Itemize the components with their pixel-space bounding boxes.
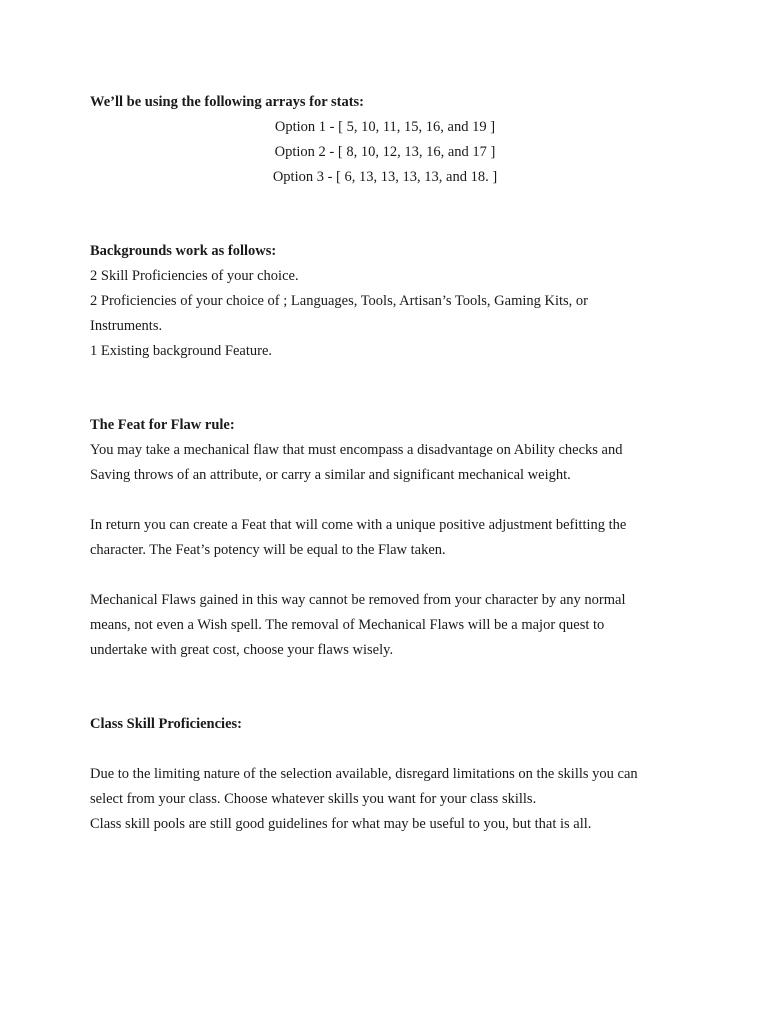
class-skills-line: Class skill pools are still good guidelines for what may be useful to you, but that is all. — [90, 816, 592, 832]
class-skills-line: select from your class. Choose whatever skills you want for your class skills. — [90, 791, 537, 807]
backgrounds-line: 2 Skill Proficiencies of your choice. — [90, 268, 299, 284]
class-skills-section — [90, 712, 680, 837]
backgrounds-line: Instruments. — [90, 318, 163, 334]
spacer — [90, 488, 680, 513]
stats-option-3: Option 3 - [ 6, 13, 13, 13, 13, and 18. ] — [272, 169, 498, 185]
feat-for-flaw-heading: The Feat for Flaw rule: — [90, 417, 235, 433]
spacer — [90, 190, 680, 239]
backgrounds-heading: Backgrounds work as follows: — [90, 243, 277, 259]
feat-for-flaw-paragraph-line: In return you can create a Feat that will come with a unique positive adjustment befitting the — [90, 517, 627, 533]
feat-for-flaw-paragraph-line: Mechanical Flaws gained in this way cannot be removed from your character by any normal — [90, 592, 626, 608]
document-page — [90, 90, 680, 837]
feat-for-flaw-paragraph-line: character. The Feat’s potency will be equal to the Flaw taken. — [90, 542, 446, 558]
backgrounds-line: 2 Proficiencies of your choice of ; Languages, Tools, Artisan’s Tools, Gaming Kits, or — [90, 293, 589, 309]
spacer — [90, 364, 680, 413]
feat-for-flaw-paragraph-line: You may take a mechanical flaw that must encompass a disadvantage on Ability checks and — [90, 442, 623, 458]
feat-for-flaw-section — [90, 413, 680, 663]
spacer — [90, 663, 680, 712]
stats-option-1: Option 1 - [ 5, 10, 11, 15, 16, and 19 ] — [274, 119, 496, 135]
backgrounds-line: 1 Existing background Feature. — [90, 343, 273, 359]
stats-section — [90, 90, 680, 190]
stats-heading: We’ll be using the following arrays for stats: — [90, 94, 365, 110]
feat-for-flaw-paragraph-line: Saving throws of an attribute, or carry a similar and significant mechanical weight. — [90, 467, 571, 483]
class-skills-line: Due to the limiting nature of the selection available, disregard limitations on the skills you can — [90, 766, 638, 782]
feat-for-flaw-paragraph-line: means, not even a Wish spell. The removal of Mechanical Flaws will be a major quest to — [90, 617, 605, 633]
feat-for-flaw-paragraph-line: undertake with great cost, choose your flaws wisely. — [90, 642, 394, 658]
stats-option-2: Option 2 - [ 8, 10, 12, 13, 16, and 17 ] — [274, 144, 496, 160]
backgrounds-section — [90, 239, 680, 364]
class-skills-heading: Class Skill Proficiencies: — [90, 716, 242, 732]
spacer — [90, 737, 680, 762]
spacer — [90, 563, 680, 588]
